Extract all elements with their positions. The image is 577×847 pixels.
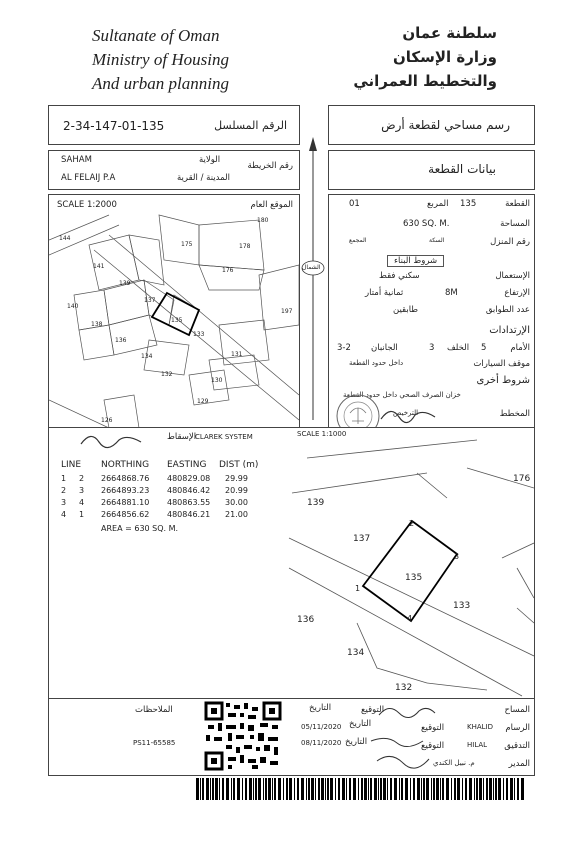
north-arrow [300,135,330,425]
location-box [48,150,300,190]
drafter-name: KHALID [467,723,493,731]
site-parcel-label: 180 [257,217,269,224]
notes-label: الملاحظات [135,705,173,715]
serial-number-box [48,105,300,145]
building-conditions-label: شروط البناء [387,255,444,267]
ministry-name-en-line2: Ministry of Housing [92,50,229,69]
drafter-signature [77,430,147,452]
site-parcel-label: 136 [115,337,127,344]
detail-parcel-label: 137 [353,534,371,544]
checker-label: التدقيق [504,741,530,751]
detail-parcel-label: 134 [347,648,365,658]
document-title-box [328,105,535,145]
floors-value: طابقين [393,305,419,315]
parking-value: داخل حدود القطعة [349,359,404,367]
use-value: سكني فقط [379,271,420,281]
height-text: ثمانية أمتار [365,288,404,298]
block-label: المربع [427,199,449,209]
document-title: رسم مساحي لقطعة أرض [381,118,510,132]
director-label: المدير [508,759,530,769]
way-label: السكة [429,237,445,244]
detail-plot-drawing [287,428,534,698]
detail-parcel-label: 133 [453,601,471,611]
plot-info-title-box [328,150,535,190]
ministry-name-ar-line2: وزارة الإسكان [392,48,497,66]
coordinates-panel: الإسقاط CLAREK SYSTEM SCALE 1:1000 LINE NORTHING EASTING DIST (m) 1 2 2664868.76 480829.08 29.99 2 3 2664893.23 480846.42 20.99 3 4 2664881.10 480863.55 30.00 4 1 2664856.62 480846.21 21.00 AREA = 630 SQ. M. 176 139 137 135 133 136 134 132 1 2 3 4 [48,427,535,699]
detail-parcel-label: 136 [297,615,315,625]
sign-label-2: التوقيع [421,723,445,733]
site-parcel-label: 130 [211,377,223,384]
date-label-3: التاريخ [345,737,368,747]
setbacks-label: الإرتدادات [489,325,530,336]
general-site-map [48,194,300,429]
city-label: المدينة / القرية [177,173,230,183]
planner-label: المخطط [499,409,530,419]
site-parcel-label: 126 [101,417,113,424]
ministry-name-ar-line1: سلطنة عمان [402,24,497,42]
date-value-1: 05/11/2020 [301,723,342,731]
house-number-label: رقم المنزل [490,237,530,247]
date-label-2: التاريخ [349,719,372,729]
sign-label-3: التوقيع [421,741,445,751]
qr-code-icon [204,701,282,771]
ministry-name-ar-line3: والتخطيط العمراني [353,72,497,90]
sign-label-1: التوقيع [361,705,385,715]
front-value: 5 [481,343,487,353]
wilayat-value: SAHAM [61,155,92,165]
site-parcel-label: 144 [59,235,71,242]
footer-panel [48,698,535,776]
col-header-easting: EASTING [167,460,207,470]
detail-parcel-label: 135 [405,573,423,583]
site-parcel-label: 129 [197,398,209,405]
area-total: AREA = 630 SQ. M. [101,524,179,533]
vertex-label: 3 [454,552,460,561]
site-parcel-label: 141 [93,263,105,270]
site-map-scale: SCALE 1:2000 [57,200,117,210]
col-header-dist: DIST (m) [219,460,259,470]
surveyor-signature [377,701,437,721]
height-label: الإرتفاع [504,288,530,298]
reference-number: PS11-65585 [133,739,176,747]
detail-map-scale: SCALE 1:1000 [297,430,347,438]
complex-label: المجمع [349,237,367,244]
sides-label: الجانبان [371,343,398,353]
site-parcel-label: 131 [231,351,243,358]
other-conditions-label: شروط أخرى [476,375,530,386]
site-parcel-label: 134 [141,353,153,360]
north-label: الشمال [302,264,321,271]
plot-label: القطعة [505,199,530,209]
site-parcel-label: 137 [144,297,156,304]
sides-value: 3-2 [337,343,351,353]
site-parcel-label: 197 [281,308,293,315]
site-map-drawing [49,195,299,428]
plot-value: 135 [460,199,477,209]
date-value-2: 08/11/2020 [301,739,342,747]
date-label-1: التاريخ [309,703,332,713]
checker-name: HILAL [467,741,488,749]
site-parcel-label: 135 [171,317,183,324]
front-label: الأمام [510,343,530,353]
director-name: م. نبيل الكندي [433,759,475,767]
vertex-label: 4 [407,614,413,623]
drop-label: الإسقاط [167,432,197,442]
barcode-icon [196,778,528,800]
serial-number-value: 2-34-147-01-135 [63,119,165,133]
detail-parcel-label: 139 [307,498,325,508]
floors-label: عدد الطوابق [485,305,530,315]
surveyor-label: المساح [504,705,530,715]
ministry-name-en-line1: Sultanate of Oman [92,26,220,45]
col-header-northing: NORTHING [101,460,150,470]
wilayat-label: الولاية [199,155,221,165]
serial-number-label: الرقم المسلسل [214,119,287,132]
site-parcel-label: 132 [161,371,173,378]
vertex-label: 2 [409,519,415,528]
height-value: 8M [445,288,458,298]
area-label: المساحة [500,219,530,229]
site-parcel-label: 140 [67,303,79,310]
drafter-label: الرسام [505,723,530,733]
plot-info-title: بيانات القطعة [428,162,496,176]
detail-parcel-label: 176 [513,474,531,484]
site-parcel-label: 133 [193,331,205,338]
planner-value: الترخيص [393,409,419,417]
other-conditions-value: خزان الصرف الصحي داخل حدود القطعة [343,391,461,399]
area-value: 630 SQ. M. [403,219,450,229]
detail-highlighted-plot [363,521,460,621]
back-value: 3 [429,343,435,353]
planner-signature [379,403,439,427]
detail-parcel-label: 132 [395,683,413,693]
col-header-line: LINE [61,460,82,470]
site-parcel-label: 175 [181,241,193,248]
block-value: 01 [349,199,360,209]
site-parcel-label: 178 [239,243,251,250]
ministry-name-en-line3: And urban planning [92,74,229,93]
site-map-label: الموقع العام [250,200,293,210]
parking-label: موقف السيارات [473,359,530,369]
site-map-highlighted-plot [152,293,199,335]
use-label: الإستعمال [495,271,530,281]
site-parcel-label: 139 [119,280,131,287]
site-parcel-label: 176 [222,267,234,274]
city-value: AL FELAIJ P.A [61,173,116,183]
checker-signature [367,733,437,773]
plot-details-panel [328,194,535,429]
back-label: الخلف [447,343,470,353]
map-number-label: رقم الخريطة [247,161,293,171]
coordinate-system: CLAREK SYSTEM [195,433,253,441]
vertex-label: 1 [355,584,361,593]
site-parcel-label: 138 [91,321,103,328]
